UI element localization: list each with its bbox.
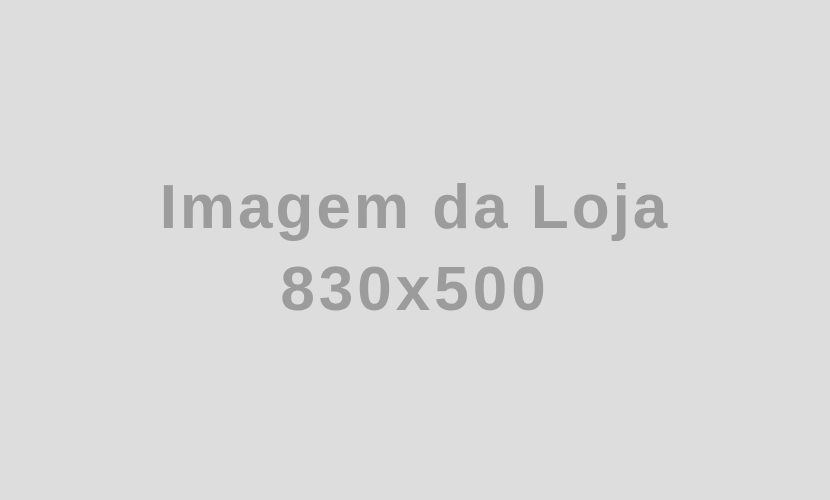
placeholder-dimensions: 830x500 bbox=[280, 255, 550, 324]
placeholder-title: Imagem da Loja bbox=[159, 173, 671, 242]
